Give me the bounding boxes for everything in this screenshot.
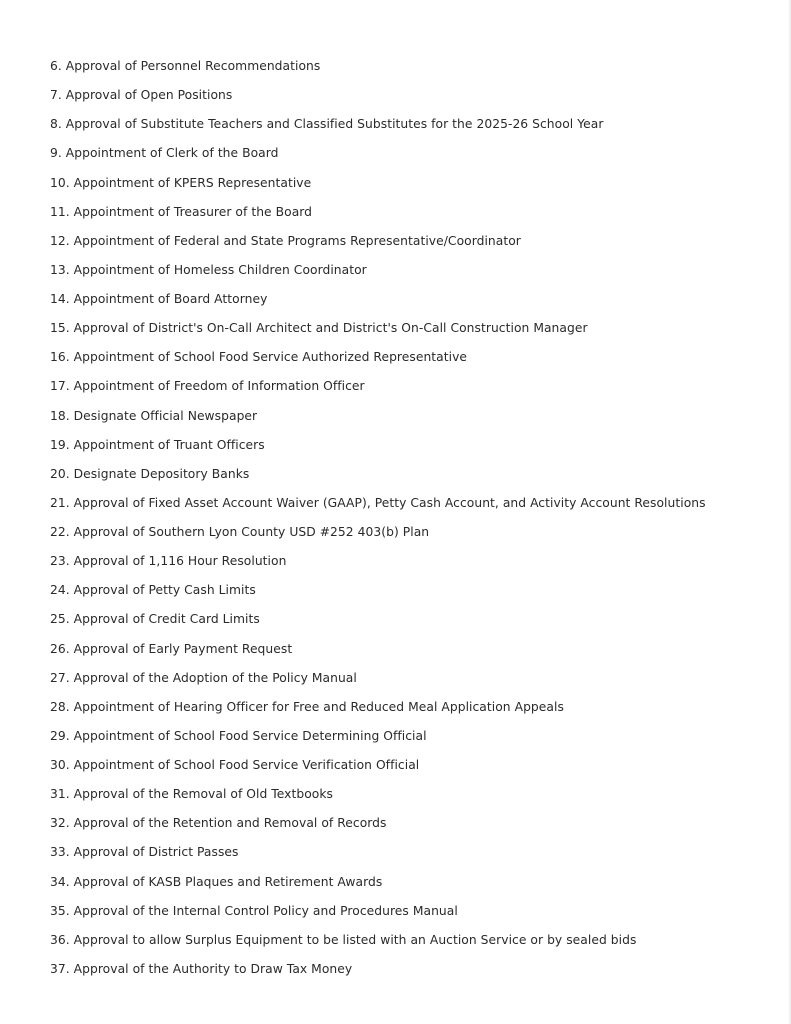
agenda-item: 32. Approval of the Retention and Removal of Records	[50, 816, 387, 831]
agenda-item: 35. Approval of the Internal Control Policy and Procedures Manual	[50, 903, 458, 918]
agenda-item: 33. Approval of District Passes	[50, 845, 239, 860]
agenda-item: 37. Approval of the Authority to Draw Tax Money	[50, 961, 353, 976]
agenda-item: 18. Designate Official Newspaper	[50, 408, 258, 423]
agenda-list	[50, 58, 706, 990]
agenda-item: 14. Appointment of Board Attorney	[50, 292, 268, 306]
agenda-item: 25. Approval of Credit Card Limits	[50, 612, 260, 627]
agenda-item: 19. Appointment of Truant Officers	[50, 437, 265, 452]
agenda-item: 10. Appointment of KPERS Representative	[50, 175, 312, 190]
agenda-item: 36. Approval to allow Surplus Equipment to be listed with an Auction Service or by sealed bids	[50, 932, 637, 947]
agenda-item: 29. Appointment of School Food Service Determining Official	[50, 728, 427, 743]
agenda-item: 26. Approval of Early Payment Request	[50, 641, 293, 656]
agenda-item: 34. Approval of KASB Plaques and Retirement Awards	[50, 874, 383, 889]
agenda-item: 13. Appointment of Homeless Children Coordinator	[50, 262, 367, 277]
agenda-item: 23. Approval of 1,116 Hour Resolution	[50, 554, 287, 569]
agenda-item: 22. Approval of Southern Lyon County USD #252 403(b) Plan	[50, 525, 430, 539]
agenda-item: 6. Approval of Personnel Recommendations	[50, 59, 321, 73]
agenda-item: 27. Approval of the Adoption of the Policy Manual	[50, 670, 357, 685]
agenda-item: 15. Approval of District's On-Call Architect and District's On-Call Construction Manager	[50, 321, 588, 336]
agenda-item: 7. Approval of Open Positions	[50, 88, 233, 103]
agenda-item: 8. Approval of Substitute Teachers and Classified Substitutes for the 2025-26 School Year	[50, 117, 604, 132]
agenda-item: 16. Appointment of School Food Service Authorized Representative	[50, 350, 468, 365]
agenda-item: 11. Appointment of Treasurer of the Board	[50, 204, 313, 219]
agenda-item: 31. Approval of the Removal of Old Textbooks	[50, 787, 334, 802]
agenda-item: 30. Appointment of School Food Service Verification Official	[50, 758, 420, 772]
agenda-item: 12. Appointment of Federal and State Programs Representative/Coordinator	[50, 233, 521, 248]
agenda-item: 9. Appointment of Clerk of the Board	[50, 146, 279, 161]
agenda-item: 24. Approval of Petty Cash Limits	[50, 583, 256, 598]
agenda-item: 21. Approval of Fixed Asset Account Waiver (GAAP), Petty Cash Account, and Activity Account Resolutions	[50, 495, 706, 510]
agenda-item: 28. Appointment of Hearing Officer for Free and Reduced Meal Application Appeals	[50, 699, 564, 714]
agenda-item: 20. Designate Depository Banks	[50, 466, 250, 481]
agenda-item: 17. Appointment of Freedom of Information Officer	[50, 379, 365, 394]
